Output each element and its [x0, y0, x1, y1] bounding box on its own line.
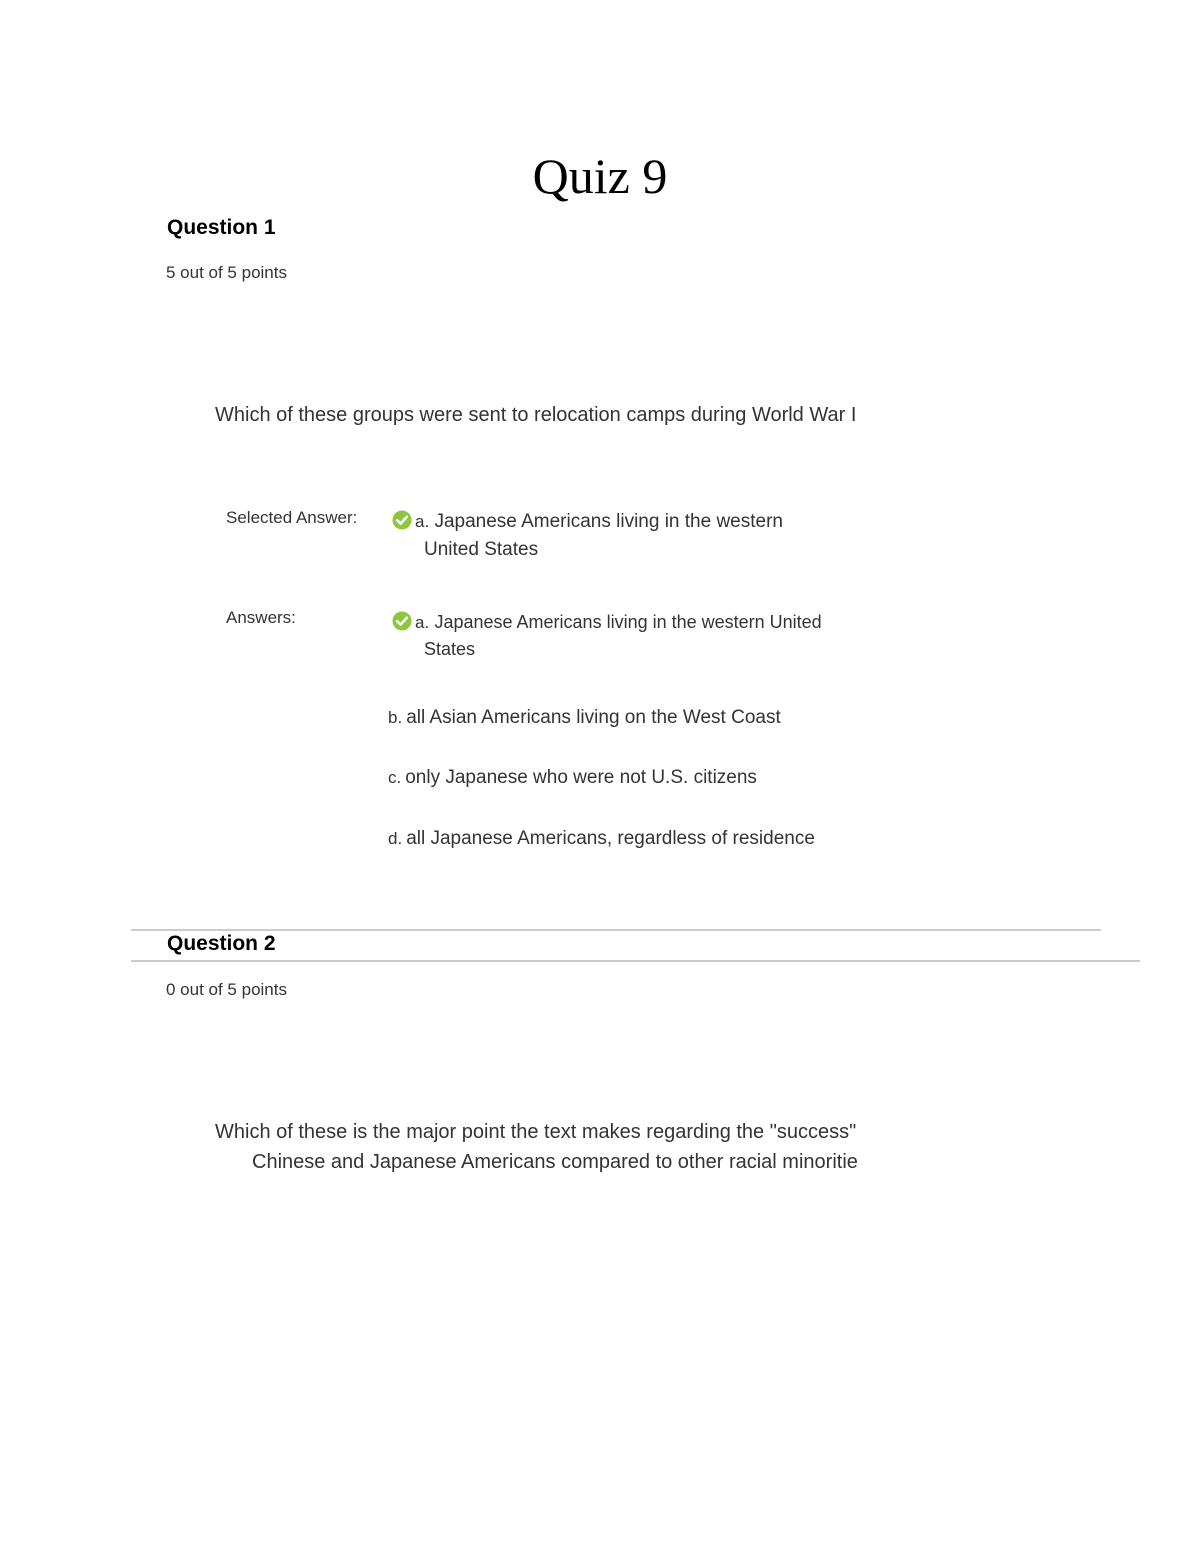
divider — [131, 929, 1101, 931]
option-letter: c. — [388, 768, 402, 787]
answer-option-b — [388, 705, 781, 731]
option-text: all Asian Americans living on the West Coast — [406, 707, 781, 728]
page-title: Quiz 9 — [532, 148, 668, 204]
question-2-heading: Question 2 — [167, 932, 276, 955]
answer-text-line1: Japanese Americans living in the western — [434, 511, 783, 532]
divider — [131, 960, 1140, 962]
question-1-heading: Question 1 — [167, 216, 276, 239]
option-letter: b. — [388, 708, 403, 727]
selected-answer-label: Selected Answer: — [226, 508, 358, 527]
option-text: all Japanese Americans, regardless of residence — [406, 828, 815, 849]
selected-answer — [392, 508, 837, 564]
question-2-points: 0 out of 5 points — [166, 980, 287, 999]
answer-text-line2: United States — [424, 539, 539, 560]
answer-text-line2: States — [424, 639, 476, 659]
answer-text-line1: Japanese Americans living in the western United — [434, 612, 822, 632]
answer-option-c — [388, 765, 757, 791]
question-1-points: 5 out of 5 points — [166, 263, 287, 282]
question-1-text-line: Which of these groups were sent to relocation camps during World War I — [215, 404, 857, 426]
check-circle-icon — [392, 611, 412, 631]
answer-letter: a. — [415, 512, 430, 531]
question-1-text — [215, 400, 905, 430]
correct-answer — [392, 608, 850, 661]
option-letter: d. — [388, 829, 403, 848]
check-circle-icon — [392, 510, 412, 530]
option-text: only Japanese who were not U.S. citizens — [405, 767, 757, 788]
question-2-text-line2: Chinese and Japanese Americans compared to other racial minoritie — [252, 1151, 858, 1173]
answers-label: Answers: — [226, 608, 296, 627]
answer-option-d — [388, 826, 815, 852]
question-2-text-line1: Which of these is the major point the text makes regarding the "success" — [215, 1121, 857, 1143]
answer-letter: a. — [415, 613, 430, 632]
question-2-text — [215, 1117, 905, 1177]
